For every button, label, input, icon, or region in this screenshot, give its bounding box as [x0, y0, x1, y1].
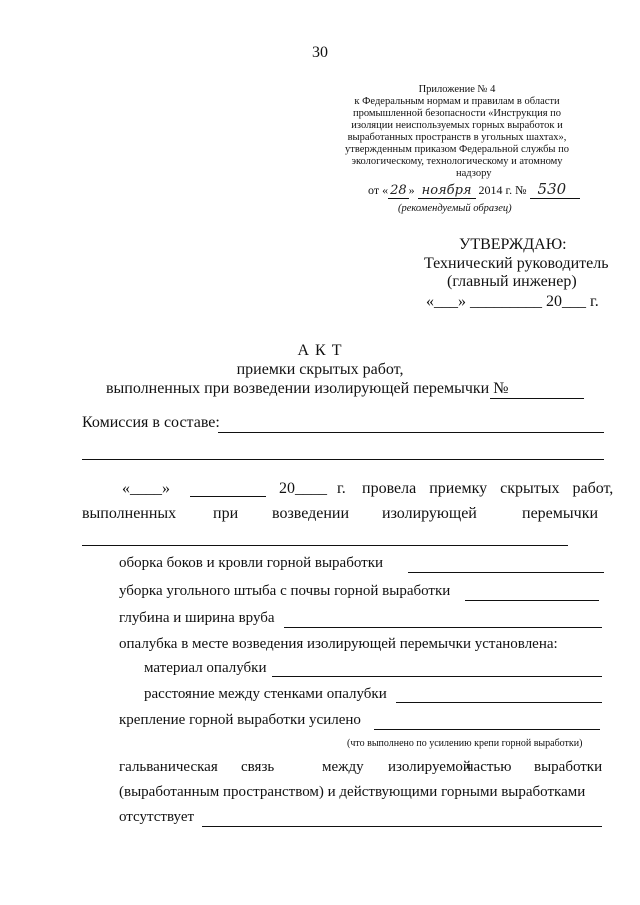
- row2-word: выполненных: [82, 505, 177, 522]
- date-month-field[interactable]: [190, 496, 266, 497]
- item-trimming-field[interactable]: [408, 572, 604, 573]
- item6-word: между: [322, 759, 364, 775]
- approval-position: Технический руководитель: [424, 255, 609, 272]
- appendix-line: выработанных пространств в угольных шахтах»,: [347, 132, 567, 143]
- item-formwork-material: материал опалубки: [144, 660, 267, 676]
- order-year: 2014 г. №: [478, 183, 527, 197]
- item-cleaning-field[interactable]: [465, 600, 599, 601]
- appendix-title: Приложение № 4: [418, 84, 496, 95]
- item6-word: изолируемой: [388, 759, 471, 775]
- appendix-line: надзору: [456, 168, 492, 179]
- order-date-sep: »: [408, 183, 415, 197]
- item-formwork-distance: расстояние между стенками опалубки: [144, 686, 387, 702]
- act-title: А К Т: [297, 342, 343, 359]
- row2-word: изолирующей: [382, 505, 477, 522]
- row2-word: возведении: [272, 505, 350, 522]
- date-day-field[interactable]: «____»: [122, 480, 170, 497]
- act-number-line[interactable]: [490, 398, 584, 399]
- order-date-line: [368, 180, 580, 199]
- item-trimming: оборка боков и кровли горной выработки: [119, 555, 384, 571]
- conducted-text: провела приемку скрытых работ,: [362, 480, 614, 497]
- item-support-note: (что выполнено по усилению крепи горной выработки): [347, 738, 583, 749]
- order-number: 530: [530, 180, 581, 199]
- date-year-field[interactable]: 20____: [279, 480, 327, 497]
- appendix-line: к Федеральным нормам и правилам в области: [354, 96, 560, 107]
- row2-word: перемычки: [522, 505, 599, 522]
- commission-label: Комиссия в составе:: [82, 414, 220, 431]
- item-support-field[interactable]: [374, 729, 600, 730]
- sample-note: (рекомендуемый образец): [398, 203, 512, 214]
- commission-field-2[interactable]: [82, 459, 604, 460]
- item-formwork: опалубка в месте возведения изолирующей перемычки установлена:: [119, 636, 558, 652]
- item6-word: связь: [241, 759, 275, 775]
- item-depth: глубина и ширина вруба: [119, 610, 275, 626]
- item6-line2: (выработанным пространством) и действующими горными выработками: [119, 784, 586, 800]
- act-subtitle: приемки скрытых работ,: [236, 361, 404, 378]
- item6-field[interactable]: [202, 826, 602, 827]
- commission-field[interactable]: [218, 432, 604, 433]
- item-support: крепление горной выработки усилено: [119, 712, 361, 728]
- item6-line3: отсутствует: [119, 809, 195, 825]
- approval-date: «___» _________ 20___ г.: [426, 293, 599, 310]
- page-number: 30: [312, 44, 328, 61]
- approval-title: УТВЕРЖДАЮ:: [459, 236, 567, 253]
- appendix-line: утвержденным приказом Федеральной службы по: [345, 144, 569, 155]
- order-month: ноября: [418, 183, 476, 199]
- item6-word: гальваническая: [119, 759, 218, 775]
- item-cleaning: уборка угольного штыба с почвы горной выработки: [119, 583, 451, 599]
- appendix-line: изоляции неиспользуемых горных выработок и: [351, 120, 563, 131]
- act-subtitle-number: выполненных при возведении изолирующей перемычки №: [106, 380, 509, 397]
- appendix-line: экологическому, технологическому и атомному: [351, 156, 563, 167]
- item-depth-field[interactable]: [284, 627, 602, 628]
- works-field[interactable]: [82, 545, 568, 546]
- date-year-suffix: г.: [337, 480, 346, 497]
- item6-word: частью: [466, 759, 512, 775]
- item-formwork-material-field[interactable]: [272, 676, 602, 677]
- item6-word: выработки: [534, 759, 603, 775]
- appendix-line: промышленной безопасности «Инструкция по: [352, 108, 562, 119]
- item-formwork-distance-field[interactable]: [396, 702, 602, 703]
- approval-position-note: (главный инженер): [447, 273, 577, 290]
- order-day: 28: [390, 183, 407, 198]
- order-date-prefix: от «: [368, 183, 389, 197]
- row2-word: при: [213, 505, 239, 522]
